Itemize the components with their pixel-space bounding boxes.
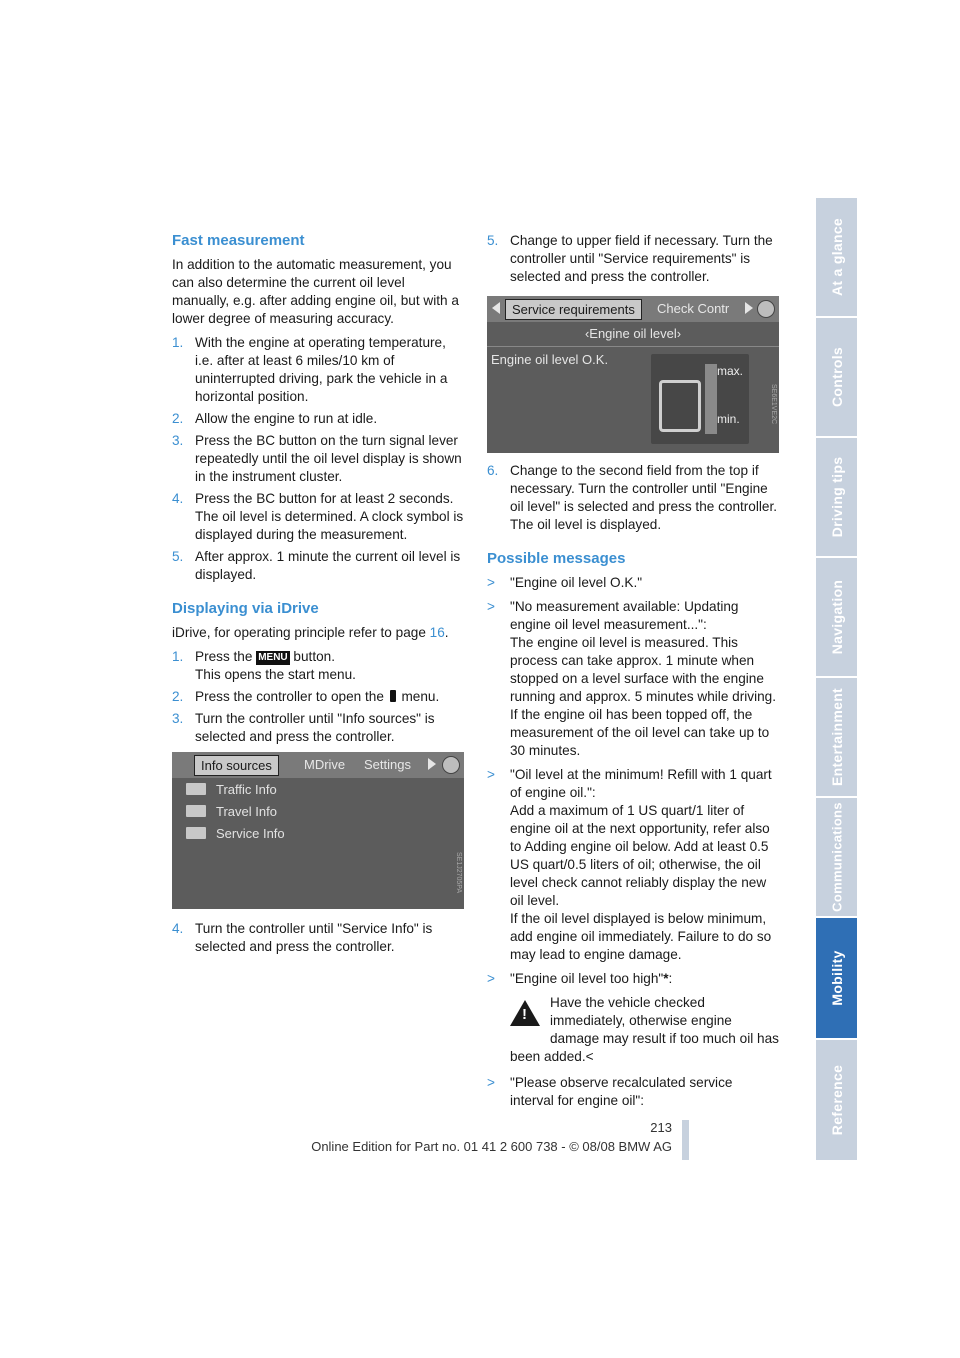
sidetab-entertainment[interactable]: Entertainment bbox=[816, 678, 857, 796]
sidetab-at-a-glance[interactable]: At a glance bbox=[816, 198, 857, 316]
heading-possible-messages: Possible messages bbox=[487, 550, 626, 567]
screen-subtitle: ‹Engine oil level› bbox=[584, 326, 682, 341]
warning-icon bbox=[510, 1000, 540, 1031]
sidetab-driving-tips[interactable]: Driving tips bbox=[816, 438, 857, 556]
menu-item-traffic-info[interactable]: Traffic Info bbox=[186, 782, 277, 797]
tab-mdrive[interactable]: MDrive bbox=[304, 757, 346, 772]
arrow-right-icon bbox=[745, 302, 753, 314]
arrow-left-icon bbox=[492, 302, 500, 314]
engine-icon bbox=[659, 380, 701, 432]
measurement-step-2: 2. Allow the engine to run at idle. bbox=[172, 411, 378, 426]
oil-level-gauge bbox=[705, 364, 717, 434]
left-column-lower bbox=[172, 920, 464, 960]
travel-icon bbox=[186, 805, 206, 817]
message-4: > "Engine oil level too high"*: bbox=[487, 971, 673, 986]
left-column bbox=[172, 232, 464, 750]
idrive-step-3: 3. Turn the controller until "Info sources" is selected and press the controller. bbox=[172, 711, 435, 744]
info-icon bbox=[390, 690, 396, 702]
image-code: SE1J2705PA bbox=[455, 852, 462, 894]
arrow-right-icon bbox=[428, 758, 436, 770]
idrive-step-6: 6. Change to the second field from the top if necessary. Turn the controller until "Engine oil level" is selected and press the controller. The oil level is displayed. bbox=[487, 463, 778, 532]
idrive-screen-engine-oil bbox=[487, 296, 779, 453]
section-tabs bbox=[816, 198, 857, 1160]
tab-check-control[interactable]: Check Contr bbox=[657, 301, 730, 316]
divider bbox=[487, 346, 779, 347]
intro-paragraph: In addition to the automatic measurement, you can also determine the current oil level manually, e.g. after adding engine oil, but with a lower degree of measuring accuracy. bbox=[172, 257, 459, 326]
message-3: > "Oil level at the minimum! Refill with 1 quart of engine oil.": Add a maximum of 1 US quart/1 liter of engine oil at the next opportunity, refer also to Adding engine oil below. Add at least 0.5 US quart/0.5 liters of oil; otherwise, the oil level check cannot reliably display the new oil level. If the oil level displayed is below minimum, add engine oil immediately. Failure to do so may lead to engine damage. bbox=[487, 767, 772, 962]
menu-item-service-info[interactable]: Service Info bbox=[186, 826, 285, 841]
sidetab-controls[interactable]: Controls bbox=[816, 318, 857, 436]
page-link[interactable]: 16 bbox=[429, 625, 445, 640]
right-column-top bbox=[487, 232, 779, 290]
sidetab-navigation[interactable]: Navigation bbox=[816, 558, 857, 676]
tab-info-sources[interactable]: Info sources bbox=[194, 755, 279, 776]
controller-icon bbox=[757, 300, 775, 318]
sidetab-mobility[interactable]: Mobility bbox=[816, 918, 857, 1038]
idrive-step-2: 2. Press the controller to open the menu. bbox=[172, 689, 440, 704]
measurement-step-5: 5. After approx. 1 minute the current oil level is displayed. bbox=[172, 549, 461, 582]
footer-bar bbox=[682, 1120, 689, 1160]
max-label: max. bbox=[717, 364, 744, 378]
service-icon bbox=[186, 827, 206, 839]
page-number: 213 bbox=[650, 1120, 672, 1135]
message-5: > "Please observe recalculated service interval for engine oil": bbox=[487, 1075, 733, 1108]
oil-status-text: Engine oil level O.K. bbox=[491, 352, 609, 367]
heading-idrive: Displaying via iDrive bbox=[172, 600, 319, 617]
idrive-intro: iDrive, for operating principle refer to page 16. bbox=[172, 625, 449, 640]
right-column bbox=[487, 462, 779, 1116]
menu-button-icon: MENU bbox=[258, 652, 288, 663]
min-label: min. bbox=[717, 412, 740, 426]
controller-icon bbox=[442, 756, 460, 774]
idrive-step-1: 1. Press the MENU button. This opens the start menu. bbox=[172, 649, 356, 682]
idrive-step-4: 4. Turn the controller until "Service Info" is selected and press the controller. bbox=[172, 921, 433, 954]
measurement-step-3: 3. Press the BC button on the turn signal lever repeatedly until the oil level display is shown in the instrument cluster. bbox=[172, 433, 462, 484]
heading-fast-measurement: Fast measurement bbox=[172, 232, 305, 249]
traffic-icon bbox=[186, 783, 206, 795]
message-1: > "Engine oil level O.K." bbox=[487, 575, 643, 590]
message-2: > "No measurement available: Updating engine oil level measurement...": The engine oil level is measured. This process can take approx. 1 minute when stopped on a level surface with the engine running and approx. 5 minutes while driving. If the engine oil has been topped off, the measurement of the oil level can take up to 30 minutes. bbox=[487, 599, 776, 758]
engine-oil-graphic bbox=[651, 354, 749, 444]
image-code: SE6E1VE2C bbox=[770, 384, 777, 425]
tab-settings[interactable]: Settings bbox=[364, 757, 411, 772]
measurement-step-4: 4. Press the BC button for at least 2 seconds. The oil level is determined. A clock symbol is displayed during the measurement. bbox=[172, 491, 464, 542]
edition-text: Online Edition for Part no. 01 41 2 600 738 - © 08/08 BMW AG bbox=[311, 1139, 672, 1154]
menu-item-travel-info[interactable]: Travel Info bbox=[186, 804, 277, 819]
sidetab-reference[interactable]: Reference bbox=[816, 1040, 857, 1160]
sidetab-communications[interactable]: Communications bbox=[816, 798, 857, 916]
measurement-step-1: 1. With the engine at operating temperature, i.e. after at least 6 miles/10 km of uninterrupted driving, park the vehicle in a horizontal position. bbox=[172, 335, 448, 404]
warning-block: ! Have the vehicle checked immediately, otherwise engine damage may result if too much oil has been added.< bbox=[487, 994, 779, 1066]
tab-service-requirements[interactable]: Service requirements bbox=[505, 299, 642, 320]
idrive-screen-info-sources bbox=[172, 752, 464, 909]
idrive-step-5: 5. Change to upper field if necessary. Turn the controller until "Service requirements" is selected and press the controller. bbox=[487, 233, 773, 284]
